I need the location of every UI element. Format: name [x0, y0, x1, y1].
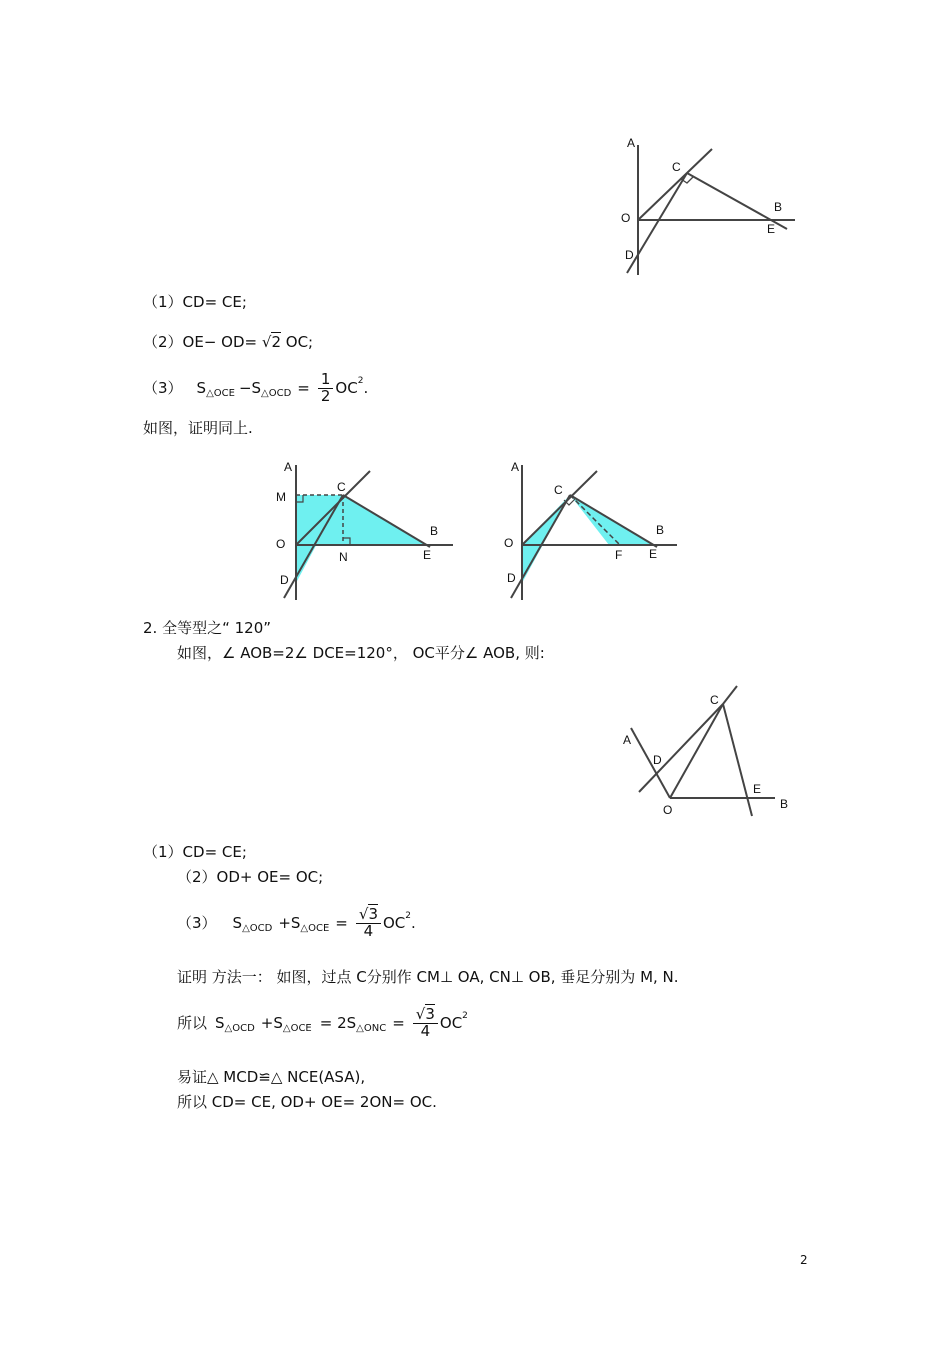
page-number: 2 [800, 1253, 808, 1267]
label-f: F [615, 548, 623, 562]
case2-item3-sup: 2 [405, 910, 411, 921]
label-n: N [339, 550, 348, 564]
case2-so-line [177, 1007, 468, 1040]
case1-item2-post: OC; [285, 333, 314, 351]
label-o: O [621, 211, 631, 225]
figure-1 [615, 130, 805, 280]
case2-item1: （1）CD= CE; [143, 843, 247, 861]
s-symbol: S [196, 378, 207, 397]
so-sub1: △OCD [224, 1023, 255, 1035]
case1-item3-sub2: △OCD [261, 388, 292, 400]
case2-item3 [177, 907, 416, 940]
label-e: E [423, 548, 432, 562]
so-pre: 所以 [177, 1013, 208, 1032]
denominator: 2 [320, 386, 331, 405]
label-c: C [554, 483, 563, 497]
sqrt-sign: √ [261, 333, 272, 351]
case2-item3-plus: +S [278, 913, 301, 932]
label-c: C [710, 693, 719, 707]
label-d: D [653, 753, 662, 767]
label-c: C [337, 480, 346, 494]
period: . [363, 378, 369, 397]
case1-item2-root: 2 [271, 333, 281, 351]
so-sub2: △OCE [282, 1023, 312, 1035]
case2-item2: （2）OD+ OE= OC; [177, 868, 324, 886]
label-a: A [627, 136, 636, 150]
case2-item3-oc: OC [382, 913, 406, 932]
label-b: B [780, 797, 789, 811]
label-a: A [284, 460, 293, 474]
numerator: √3 [413, 1007, 438, 1024]
label-b: B [774, 200, 783, 214]
s-symbol: S [215, 1013, 225, 1032]
so-oc: OC [439, 1013, 463, 1032]
fraction-root3-over-4 [356, 907, 381, 940]
case1-item1: （1）CD= CE; [143, 293, 247, 311]
denominator: 4 [420, 1021, 431, 1040]
case1-proof: 如图，证明同上. [143, 419, 253, 437]
label-d: D [625, 248, 634, 262]
numerator: √3 [356, 907, 381, 924]
label-o: O [276, 537, 286, 551]
case2-item3-pre: （3） [177, 913, 217, 932]
case2-conclusion: 所以 CD= CE, OD+ OE= 2ON= OC. [177, 1093, 437, 1111]
case2-item3-eq: = [335, 913, 348, 932]
case1-item3-sup: 2 [357, 375, 364, 386]
figure-3 [497, 455, 687, 605]
root-value: 3 [425, 1005, 435, 1023]
fraction-root3-over-4 [413, 1007, 438, 1040]
figure-2 [270, 455, 460, 605]
case1-item3-sub1: △OCE [206, 388, 235, 400]
case2-item3-sub1: △OCD [242, 923, 273, 935]
case2-congruent: 易证△ MCD≌△ NCE(ASA), [177, 1068, 366, 1086]
case2-proof-intro: 证明 方法一： 如图，过点 C分别作 CM⊥ OA, CN⊥ OB, 垂足分别为 M, N. [177, 968, 679, 986]
label-o: O [663, 803, 673, 817]
section2-heading: 2. 全等型之“ 120” [143, 619, 272, 637]
label-e: E [767, 222, 776, 236]
figure-4 [615, 680, 800, 820]
so-eq: = 2S [319, 1013, 357, 1032]
fraction-half [318, 372, 334, 405]
case2-item3-sub2: △OCE [300, 923, 330, 935]
case1-item2 [143, 335, 313, 350]
so-eq2: = [392, 1013, 405, 1032]
case1-item3 [143, 372, 368, 405]
label-b: B [656, 523, 665, 537]
label-a: A [511, 460, 520, 474]
label-d: D [280, 573, 289, 587]
so-sub3: △ONC [356, 1023, 387, 1035]
root-value: 3 [368, 905, 378, 923]
case1-item3-eq: = [297, 378, 310, 397]
period: . [411, 913, 416, 932]
case1-item2-pre: （2）OE− OD= [143, 333, 258, 351]
numerator: 1 [318, 372, 334, 389]
label-e: E [753, 782, 762, 796]
section2-given: 如图，∠ AOB=2∠ DCE=120°， OC平分∠ AOB, 则: [177, 644, 545, 662]
label-a: A [623, 733, 632, 747]
label-c: C [672, 160, 681, 174]
s-symbol: S [232, 913, 243, 932]
case1-item3-minus: −S [238, 378, 262, 397]
label-d: D [507, 571, 516, 585]
label-m: M [276, 490, 286, 504]
case1-item3-oc: OC [335, 378, 358, 397]
label-e: E [649, 547, 658, 561]
so-sup: 2 [462, 1010, 468, 1021]
denominator: 4 [363, 921, 374, 940]
label-o: O [504, 536, 514, 550]
case1-item3-pre: （3） [143, 378, 183, 397]
so-plus: +S [260, 1013, 283, 1032]
label-b: B [430, 524, 439, 538]
